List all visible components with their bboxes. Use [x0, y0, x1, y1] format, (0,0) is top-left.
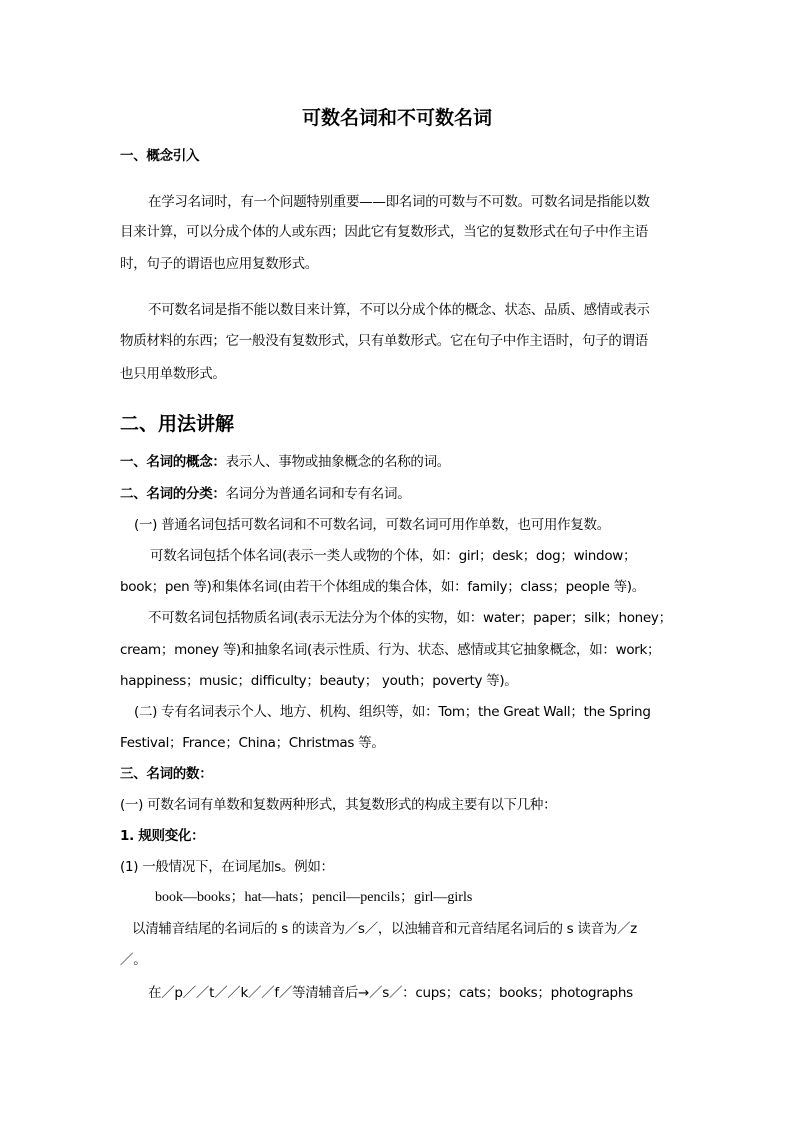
subheading-regular: 1. 规则变化： [120, 828, 205, 844]
paragraph-line: happiness；music；difficulty；beauty； youth；poverty 等)。 [120, 673, 518, 689]
paragraph-line: 可数名词包括个体名词(表示一类人或物的个体，如：girl；desk；dog；window； [150, 548, 637, 564]
paragraph-line: (一) 普通名词包括可数名词和不可数名词，可数名词可用作单数，也可用作复数。 [134, 517, 610, 533]
paragraph-line: 时，句子的谓语也应用复数形式。 [120, 256, 318, 272]
classification-label: 二、名词的分类： [120, 486, 226, 502]
definition-line [120, 452, 680, 472]
paragraph-line: (二) 专有名词表示个人、地方、机构、组织等，如：Tom；the Great Wall；the Spring [134, 704, 651, 720]
paragraph-line: 物质材料的东西；它一般没有复数形式，只有单数形式。它在句子中作主语时，句子的谓语 [120, 333, 648, 349]
paragraph-line: 以清辅音结尾的名词后的 s 的读音为／s／，以浊辅音和元音结尾名词后的 s 读音为／z [132, 921, 637, 937]
paragraph-line: ／。 [120, 952, 147, 968]
paragraph-line: 也只用单数形式。 [120, 366, 226, 382]
classification-line [120, 484, 680, 504]
paragraph-line: 不可数名词包括物质名词(表示无法分为个体的实物，如：water；paper；silk；honey； [148, 610, 672, 626]
paragraph-line: book；pen 等)和集体名词(由若干个体组成的集合体，如：family；class；people 等)。 [120, 579, 645, 595]
section-heading-usage: 二、用法讲解 [120, 413, 235, 435]
paragraph-line: 不可数名词是指不能以数目来计算，不可以分成个体的概念、状态、品质、感情或表示 [148, 302, 650, 318]
classification-text: 名词分为普通名词和专有名词。 [225, 486, 411, 502]
definition-text: 表示人、事物或抽象概念的名称的词。 [225, 454, 451, 470]
paragraph-line: Festival；France；China；Christmas 等。 [120, 735, 385, 751]
definition-label: 一、名词的概念： [120, 454, 226, 470]
paragraph-line: (1) 一般情况下，在词尾加s。例如： [120, 859, 334, 875]
paragraph-line: 在学习名词时，有一个问题特别重要——即名词的可数与不可数。可数名词是指能以数 [148, 194, 650, 210]
document-title: 可数名词和不可数名词 [301, 107, 492, 129]
paragraph-line: cream；money 等)和抽象名词(表示性质、行为、状态、感情或其它抽象概念，如：work； [120, 642, 661, 658]
paragraph-line: 目来计算，可以分成个体的人或东西；因此它有复数形式，当它的复数形式在句子中作主语 [120, 224, 648, 240]
paragraph-line: (一) 可数名词有单数和复数两种形式，其复数形式的构成主要有以下几种： [120, 797, 557, 813]
example-line: book—books；hat—hats；pencil—pencils；girl—girls [155, 890, 473, 905]
section-heading-concept: 一、概念引入 [120, 148, 200, 164]
paragraph-line: 在／p／／t／／k／／f／等清辅音后→／s／：cups；cats；books；photographs [148, 985, 633, 1001]
section-heading-number: 三、名词的数： [120, 766, 213, 782]
